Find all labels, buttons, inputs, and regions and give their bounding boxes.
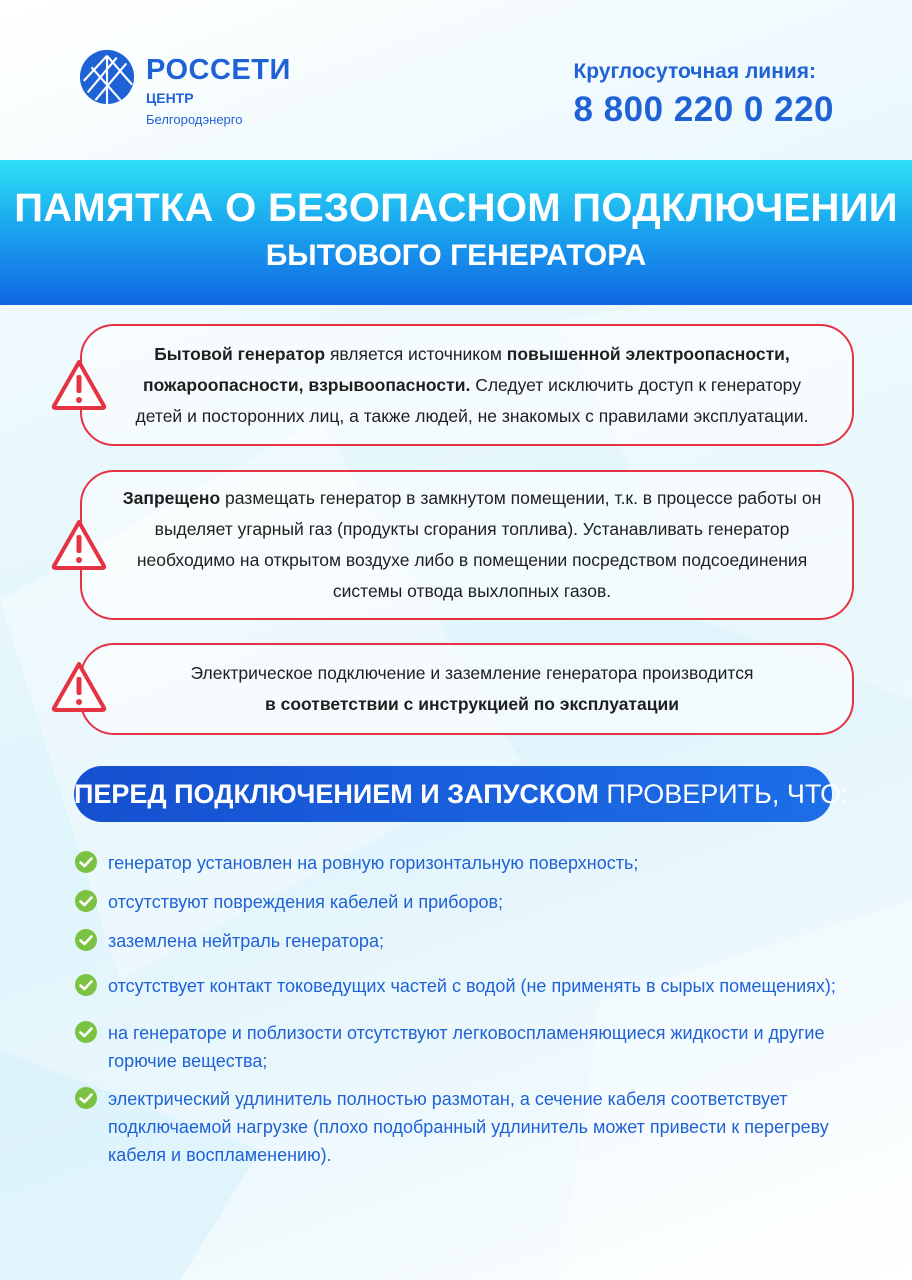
- warning-card-1: [80, 324, 854, 446]
- check-circle-icon: [74, 1020, 98, 1044]
- warning-1-text: является источником: [325, 343, 507, 364]
- check-circle-icon: [74, 850, 98, 874]
- hotline-block: [573, 60, 834, 130]
- warning-1-bold-hazards: повышенной электроопасности, пожароопасности, взрывоопасности.: [143, 343, 790, 395]
- logo-subtitle: ЦЕНТР: [146, 90, 194, 106]
- warning-3-bold-instruction: в соответствии с инструкцией по эксплуатации: [264, 694, 680, 714]
- warning-text-2: [82, 483, 852, 607]
- warning-card-3: [80, 643, 854, 735]
- checklist-item: [74, 927, 864, 955]
- check-circle-icon: [74, 973, 98, 997]
- logo-title: РОССЕТИ: [146, 54, 291, 86]
- warning-3-text: Электрическое подключение и заземление генератора производится: [190, 663, 754, 683]
- hotline-label: Круглосуточная линия:: [573, 60, 817, 83]
- checklist-item-text: электрический удлинитель полностью размотан, а сечение кабеля соответствует подключаемой нагрузке (плохо подобранный удлинитель может привести к перегреву кабеля и воспламенению).: [108, 1089, 829, 1165]
- page-subtitle: БЫТОВОГО ГЕНЕРАТОРА: [265, 239, 647, 272]
- title-banner: [0, 160, 912, 305]
- warning-text-1: [82, 339, 852, 432]
- checklist-item: [74, 1085, 864, 1169]
- warning-triangle-icon: [50, 358, 108, 412]
- checklist-item-text: заземлена нейтраль генератора;: [108, 931, 384, 951]
- warning-text-3: [151, 658, 784, 720]
- warning-triangle-icon: [50, 660, 108, 714]
- rosseti-logo-icon: [78, 48, 136, 106]
- checklist-heading-bold: ПЕРЕД ПОДКЛЮЧЕНИЕМ И ЗАПУСКОМ: [74, 779, 599, 809]
- warning-2-bold-subject: Запрещено: [122, 488, 221, 508]
- check-circle-icon: [74, 928, 98, 952]
- warning-1-text-tail: Следует исключить доступ к генератору детей и посторонних лиц, а также людей, не знакомых с правилами эксплуатации.: [135, 374, 809, 426]
- company-logo: [78, 48, 298, 138]
- checklist-heading-light: ПРОВЕРИТЬ, ЧТО:: [598, 779, 849, 809]
- warning-triangle-icon: [50, 518, 108, 572]
- checklist-item: [74, 1019, 864, 1075]
- checklist-item-text: генератор установлен на ровную горизонтальную поверхность;: [108, 853, 639, 873]
- checklist-item-text: отсутствует контакт токоведущих частей с водой (не применять в сырых помещениях);: [108, 976, 836, 996]
- warning-card-2: [80, 470, 854, 620]
- warning-2-text: размещать генератор в замкнутом помещении, т.к. в процессе работы он выделяет угарный газ (продукты сгорания топлива). Устанавливать генератор необходимо на открытом воздухе либо в помещении посредством подсоединения системы отвода выхлопных газов.: [136, 488, 822, 601]
- checklist-item: [74, 888, 864, 916]
- hotline-phone-number[interactable]: 8 800 220 0 220: [573, 90, 834, 129]
- warning-1-bold-subject: Бытовой генератор: [154, 343, 326, 364]
- checklist-item: [74, 972, 864, 1000]
- checklist-item: [74, 849, 864, 877]
- checklist-item-text: отсутствуют повреждения кабелей и приборов;: [108, 892, 504, 912]
- checklist-item-text: на генераторе и поблизости отсутствуют легковоспламеняющиеся жидкости и другие горючие вещества;: [108, 1023, 825, 1071]
- page-title: ПАМЯТКА О БЕЗОПАСНОМ ПОДКЛЮЧЕНИИ: [14, 186, 898, 230]
- logo-organization: Белгородэнерго: [146, 112, 243, 127]
- check-circle-icon: [74, 1086, 98, 1110]
- checklist-heading: [74, 766, 849, 822]
- check-circle-icon: [74, 889, 98, 913]
